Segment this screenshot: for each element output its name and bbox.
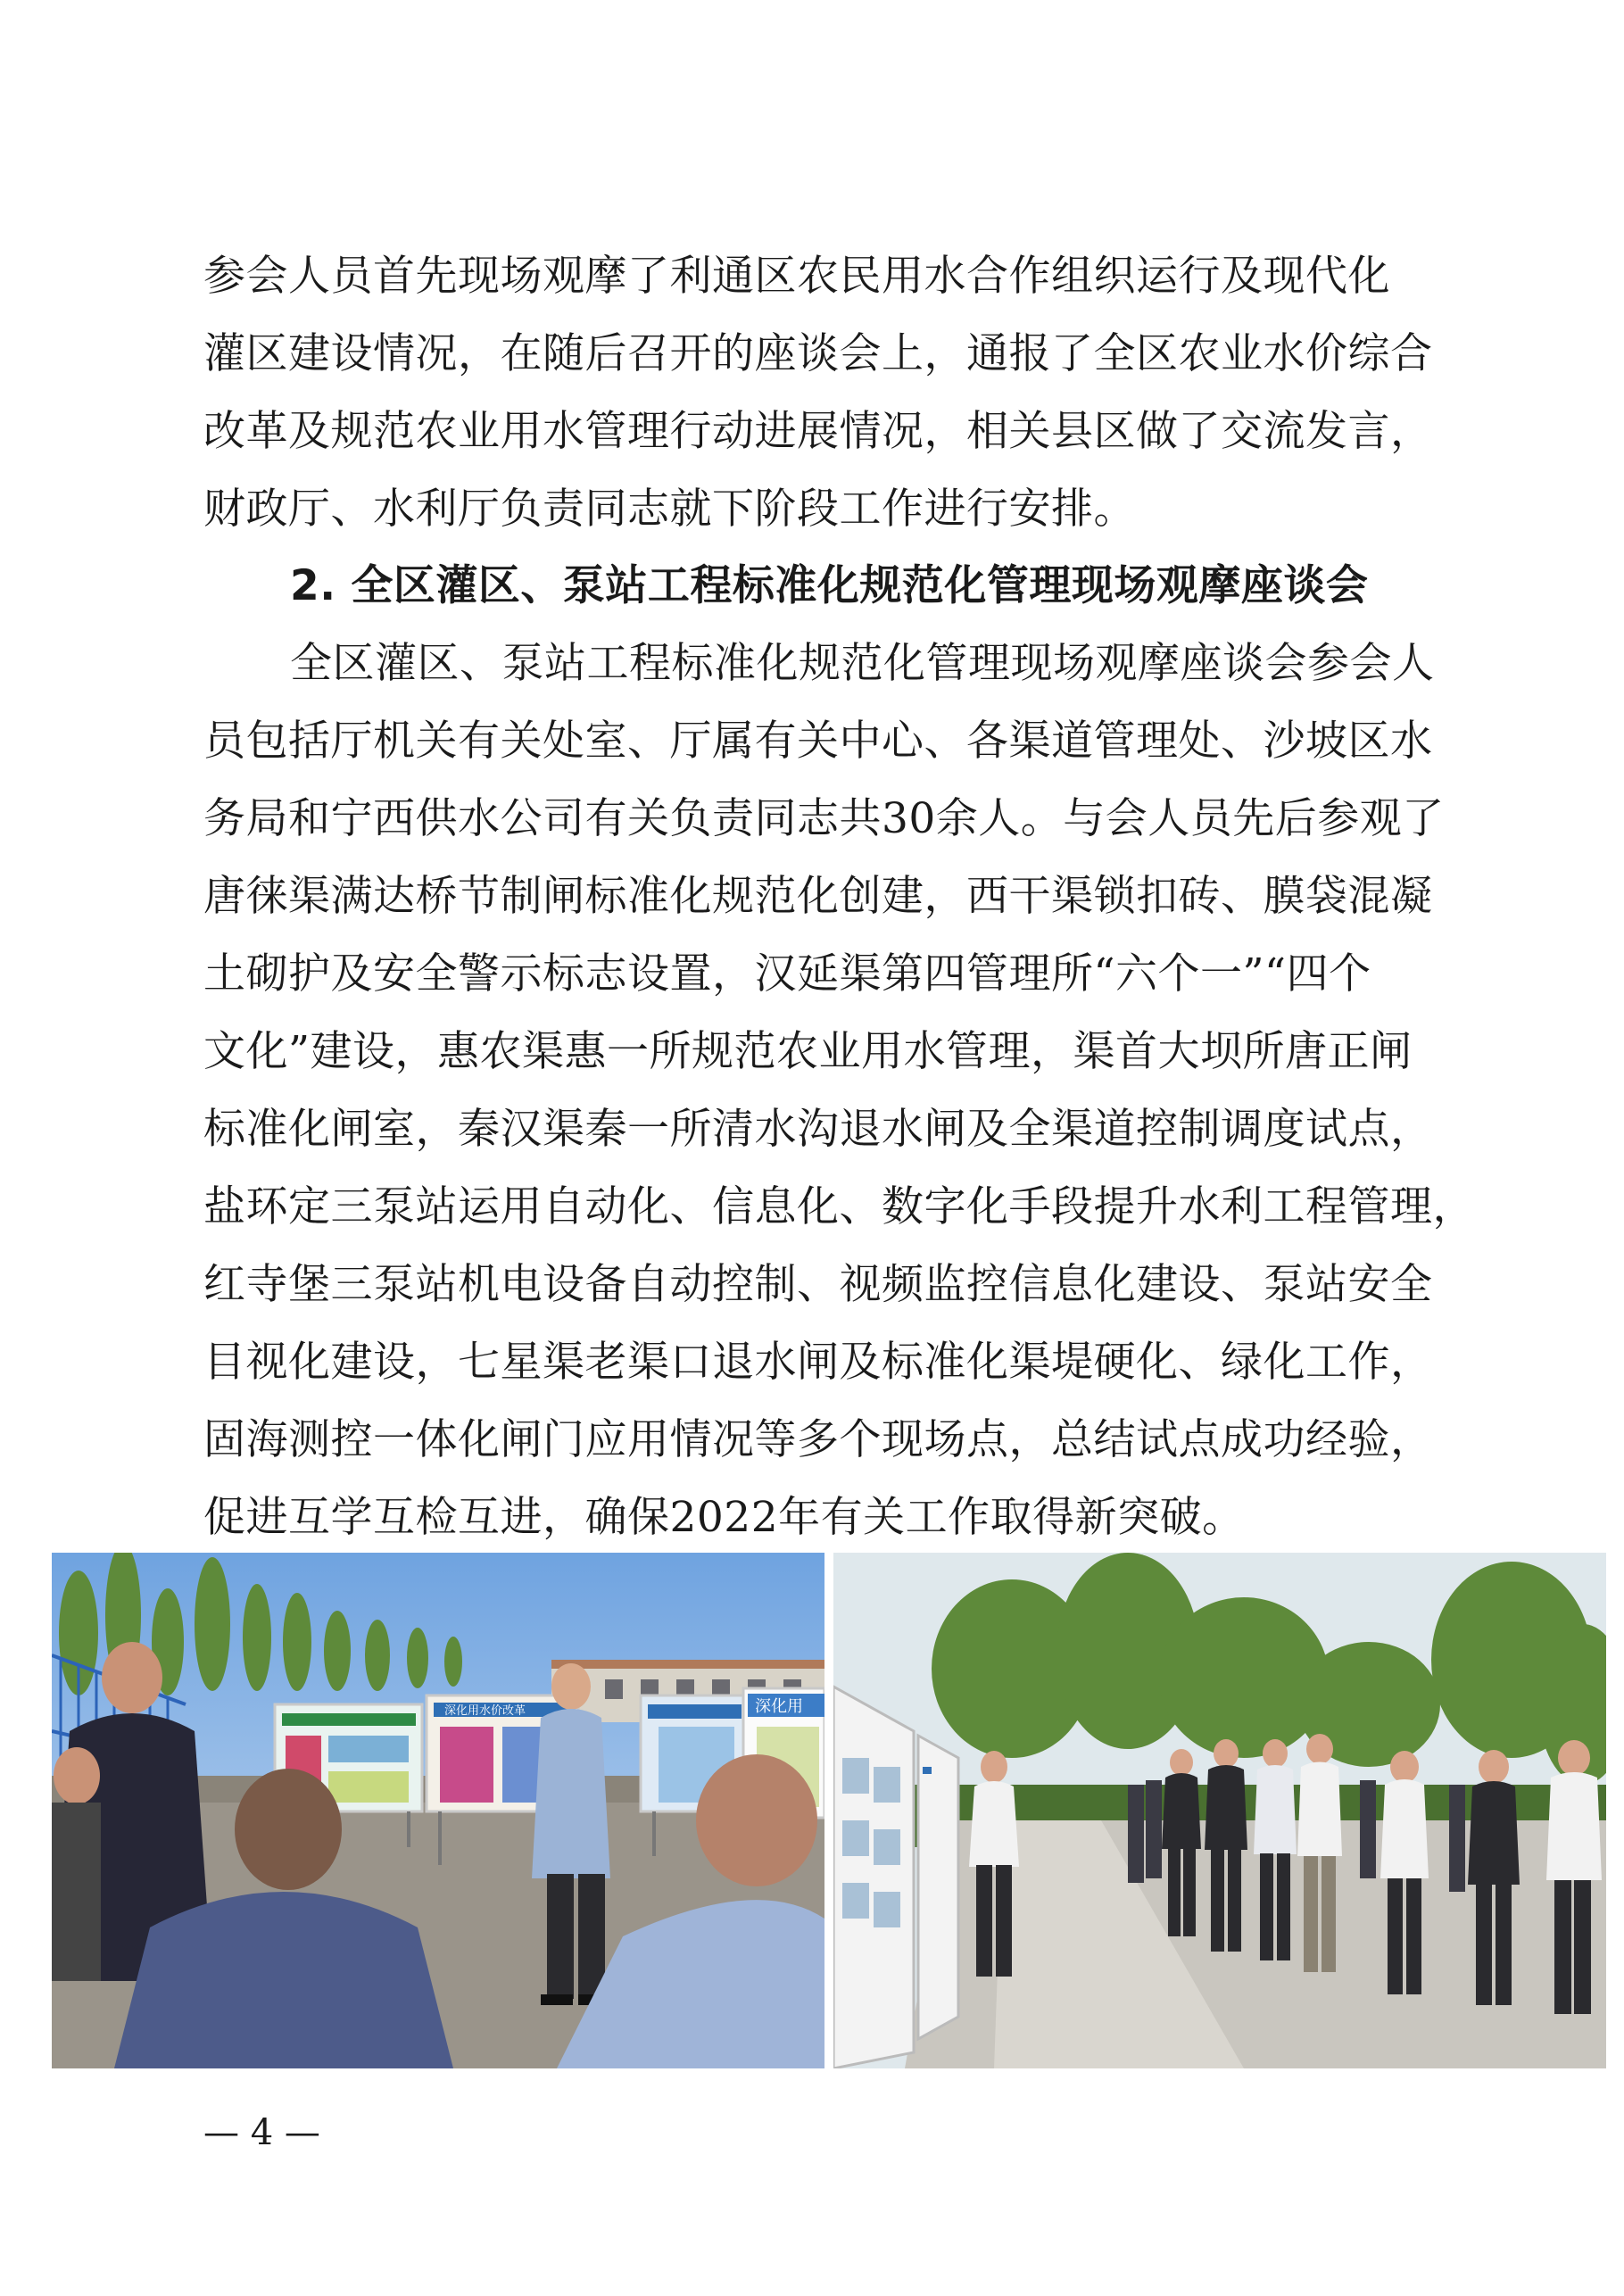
paragraph-intro: [203, 237, 1449, 548]
paragraph-line: 灌区建设情况，在随后召开的座谈会上，通报了全区农业水价综合: [203, 329, 1433, 378]
paragraph-line: 全区灌区、泵站工程标准化规范化管理现场观摩座谈会参会人: [290, 639, 1435, 688]
paragraph-main: [203, 625, 1475, 1556]
photo-exhibition-boards: [52, 1553, 824, 2068]
paragraph-line: 文化”建设，惠农渠惠一所规范农业用水管理，渠首大坝所唐正闸: [203, 1027, 1413, 1076]
paragraph-line: 固海测控一体化闸门应用情况等多个现场点，总结试点成功经验，: [203, 1415, 1433, 1464]
photo-scene-left: [52, 1553, 824, 2068]
paragraph-line: 唐徕渠满达桥节制闸标准化规范化创建，西干渠锁扣砖、膜袋混凝: [203, 872, 1433, 921]
paragraph-line: 员包括厅机关有关处室、厅属有关中心、各渠道管理处、沙坡区水: [203, 717, 1433, 766]
paragraph-line: 盐环定三泵站运用自动化、信息化、数字化手段提升水利工程管理，: [203, 1182, 1475, 1231]
paragraph-line: 目视化建设，七星渠老渠口退水闸及标准化渠堤硬化、绿化工作，: [203, 1338, 1433, 1387]
banner-text: 深化用: [755, 1697, 803, 1716]
paragraph-line: 标准化闸室，秦汉渠秦一所清水沟退水闸及全渠道控制调度试点，: [203, 1105, 1433, 1154]
page-number: — 4 —: [203, 2112, 320, 2153]
paragraph-line: 促进互学互检互进，确保2022年有关工作取得新突破。: [203, 1493, 1245, 1542]
paragraph-line: 土砌护及安全警示标志设置，汉延渠第四管理所“六个一”“四个: [203, 949, 1371, 999]
section-heading: 2. 全区灌区、泵站工程标准化规范化管理现场观摩座谈会: [290, 561, 1369, 610]
paragraph-line: 财政厅、水利厅负责同志就下阶段工作进行安排。: [203, 485, 1136, 534]
paragraph-line: 改革及规范农业用水管理行动进展情况，相关县区做了交流发言，: [203, 407, 1433, 456]
board-title-text: 深化用水价改革: [444, 1704, 526, 1718]
paragraph-line: 红寺堡三泵站机电设备自动控制、视频监控信息化建设、泵站安全: [203, 1260, 1433, 1309]
paragraph-line: 参会人员首先现场观摩了利通区农民用水合作组织运行及现代化: [203, 252, 1390, 301]
photo-scene-right: [833, 1553, 1606, 2068]
paragraph-line: 务局和宁西供水公司有关负责同志共30余人。与会人员先后参观了: [203, 794, 1445, 843]
photo-group-inspection: [833, 1553, 1606, 2068]
